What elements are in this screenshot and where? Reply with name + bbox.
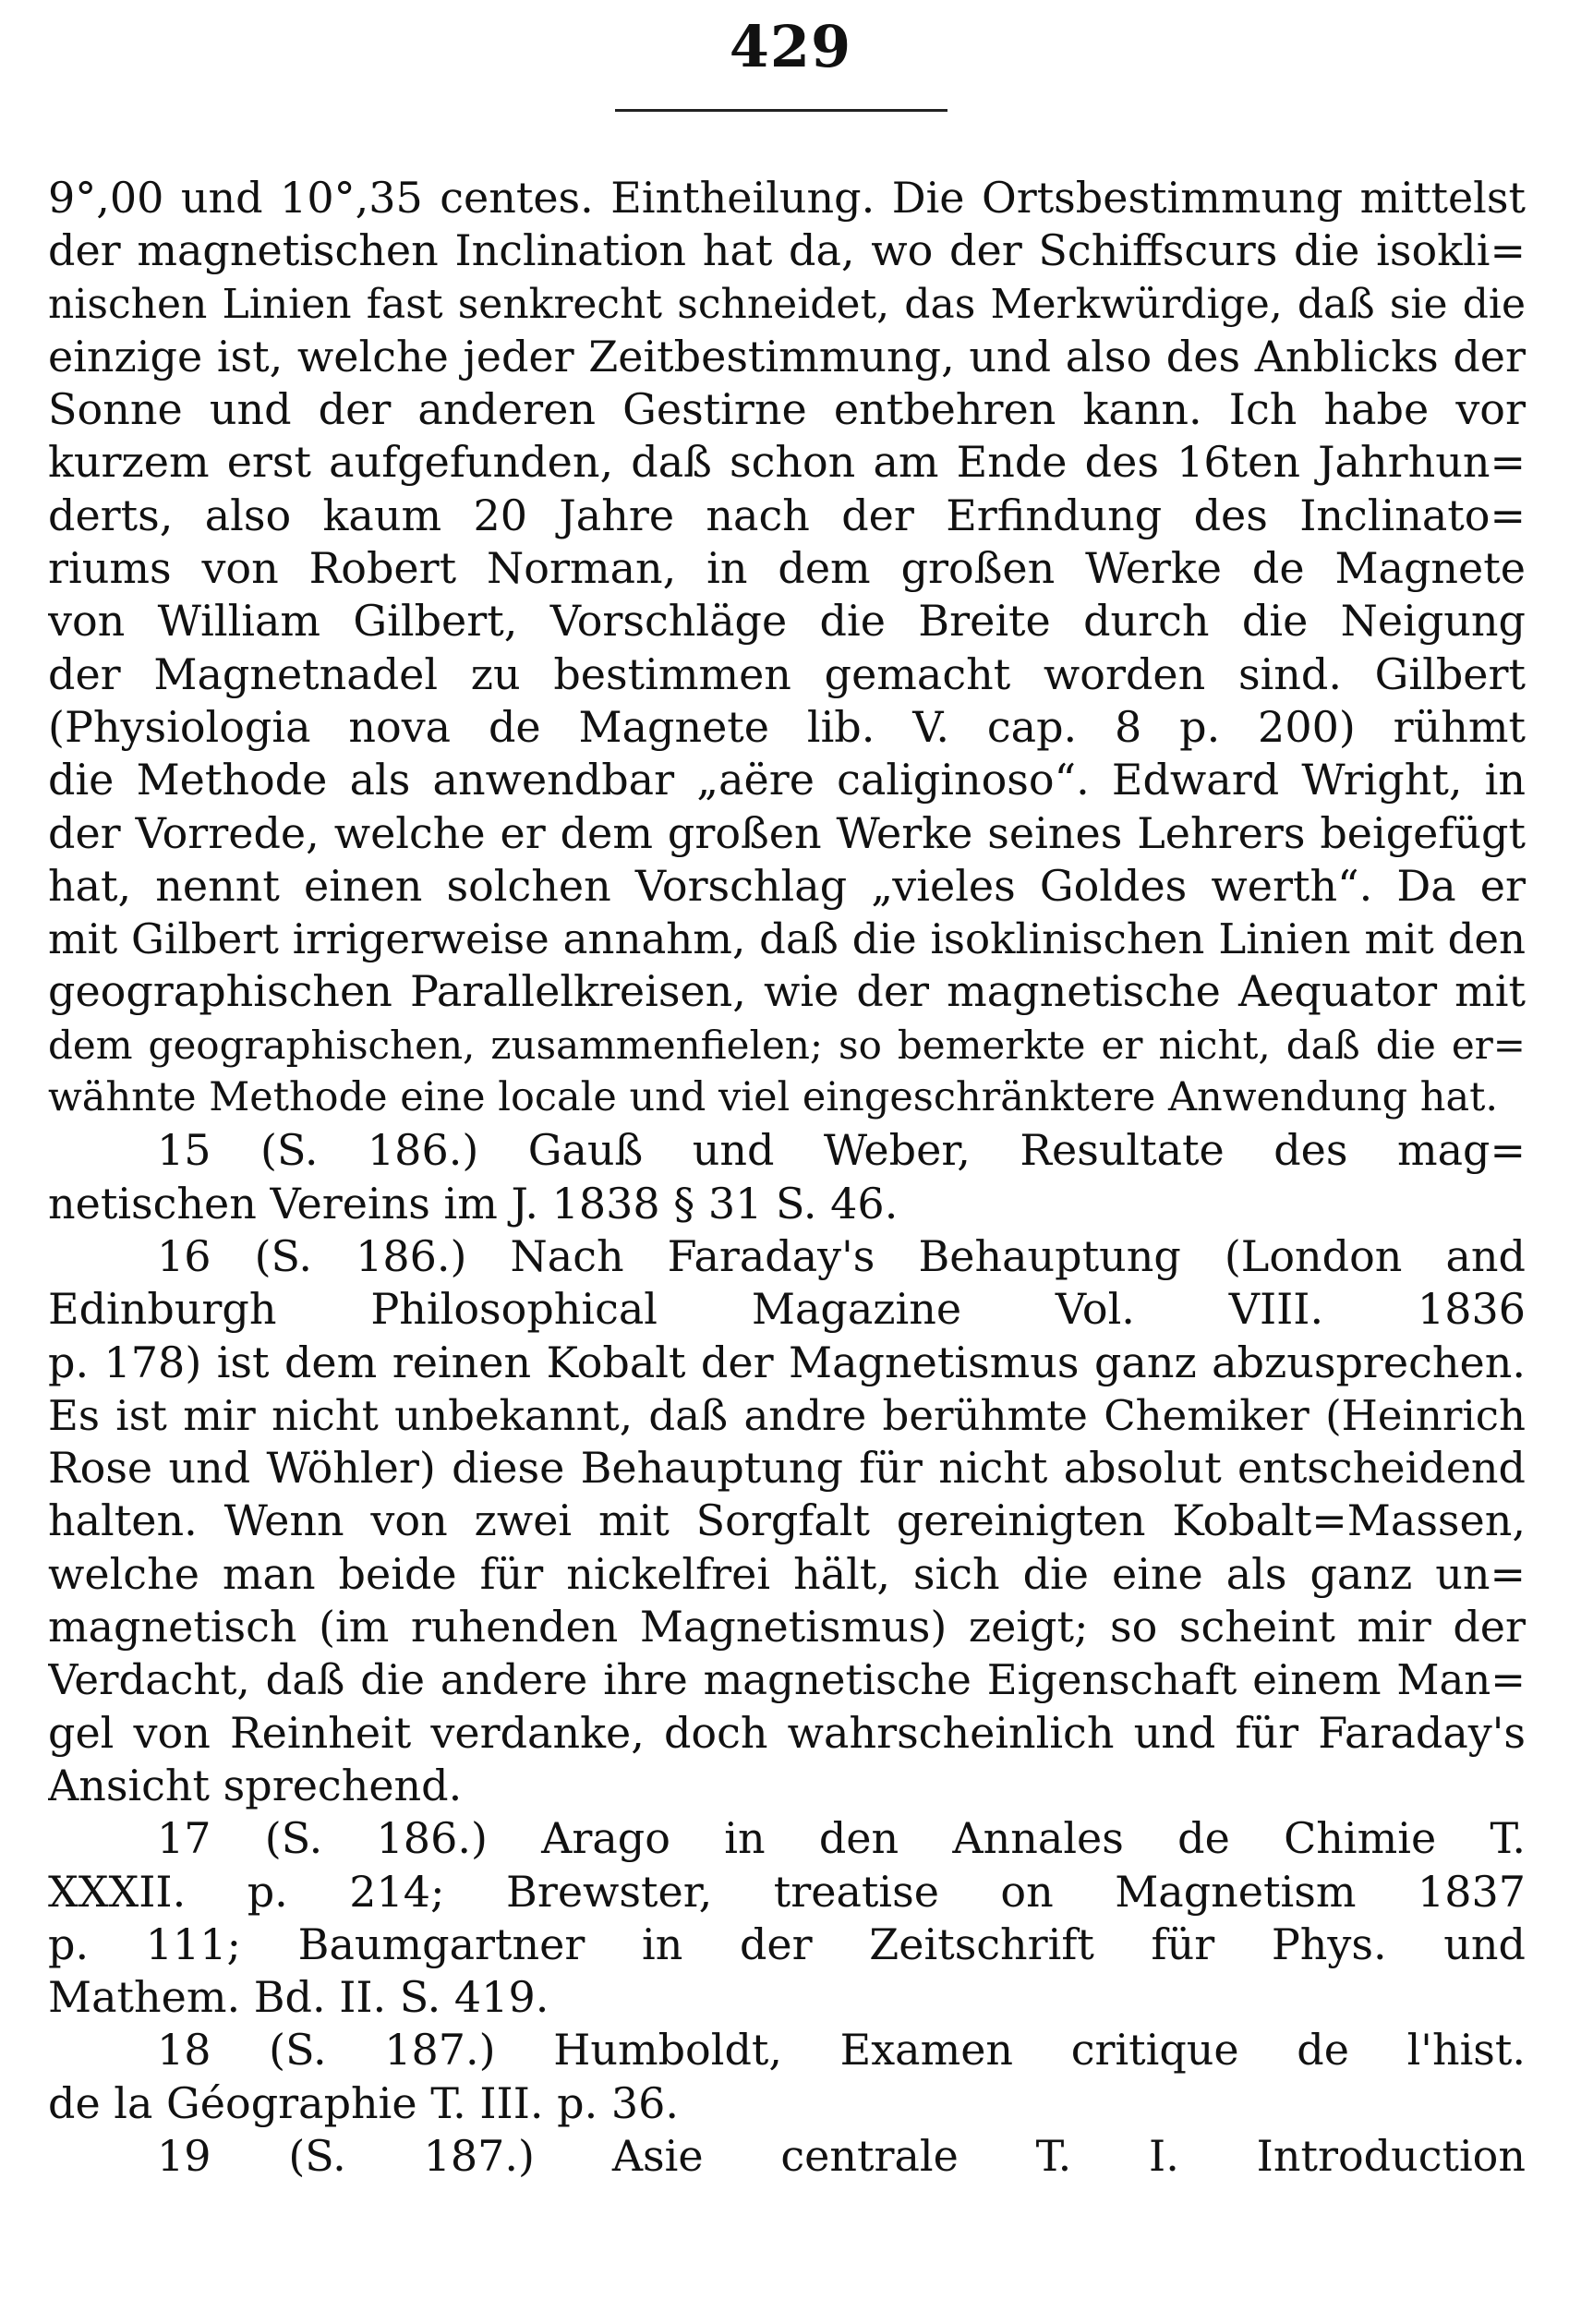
footnote-16-line: welche man beide für nickelfrei hält, sich die eine als ganz un= (48, 1548, 1526, 1599)
text-line: derts, also kaum 20 Jahre nach der Erfindung des Inclinato= (48, 490, 1526, 540)
text-line: dem geographischen, zusammenfielen; so bemerkte er nicht, daß die er= (48, 1022, 1526, 1068)
footnote-15-line: netischen Vereins im J. 1838 § 31 S. 46. (48, 1178, 899, 1229)
footnote-16-line: gel von Reinheit verdanke, doch wahrscheinlich und für Faraday's (48, 1707, 1526, 1758)
footnote-16-line: p. 178) ist dem reinen Kobalt der Magnetismus ganz abzusprechen. (48, 1337, 1526, 1387)
text-line: (Physiologia nova de Magnete lib. V. cap. 8 p. 200) rühmt (48, 701, 1526, 752)
footnote-16-line: 16 (S. 186.) Nach Faraday's Behauptung (London and (157, 1230, 1526, 1281)
text-line: der magnetischen Inclination hat da, wo der Schiffscurs die isokli= (48, 225, 1526, 276)
footnote-18-line: de la Géographie T. III. p. 36. (48, 2077, 679, 2128)
footnote-17-line: p. 111; Baumgartner in der Zeitschrift für Phys. und (48, 1919, 1526, 1969)
footnote-15-line: 15 (S. 186.) Gauß und Weber, Resultate des mag= (157, 1125, 1526, 1176)
text-line: kurzem erst aufgefunden, daß schon am Ende des 16ten Jahrhun= (48, 437, 1526, 488)
footnote-18-line: 18 (S. 187.) Humboldt, Examen critique de l'hist. (157, 2025, 1526, 2076)
footnote-16-line: Ansicht sprechend. (48, 1760, 463, 1810)
footnote-16-line: Rose und Wöhler) diese Behauptung für nicht absolut entscheidend (48, 1443, 1526, 1494)
footnote-16-line: Edinburgh Philosophical Magazine Vol. VIII. 1836 (48, 1284, 1526, 1335)
text-line: wähnte Methode eine locale und viel eingeschränktere Anwendung hat. (48, 1074, 1499, 1121)
text-line: der Vorrede, welche er dem großen Werke seines Lehrers beigefügt (48, 807, 1526, 858)
footnote-19-line: 19 (S. 187.) Asie centrale T. I. Introduction (157, 2130, 1526, 2181)
text-line: hat, nennt einen solchen Vorschlag „vieles Goldes werth“. Da er (48, 860, 1526, 911)
text-line: mit Gilbert irrigerweise annahm, daß die isoklinischen Linien mit den (48, 914, 1526, 964)
footnote-17-line: Mathem. Bd. II. S. 419. (48, 1972, 549, 2023)
text-line: einzige ist, welche jeder Zeitbestimmung, und also des Anblicks der (48, 331, 1526, 381)
text-line: geographischen Parallelkreisen, wie der magnetische Aequator mit (48, 966, 1526, 1017)
text-line: der Magnetnadel zu bestimmen gemacht worden sind. Gilbert (48, 648, 1526, 699)
text-line: Sonne und der anderen Gestirne entbehren kann. Ich habe vor (48, 384, 1526, 435)
text-line: die Methode als anwendbar „aëre caliginoso“. Edward Wright, in (48, 755, 1526, 805)
footnote-16-line: magnetisch (im ruhenden Magnetismus) zeigt; so scheint mir der (48, 1602, 1526, 1652)
footnote-16-line: Verdacht, daß die andere ihre magnetische Eigenschaft einem Man= (48, 1655, 1526, 1705)
footnote-16-line: Es ist mir nicht unbekannt, daß andre berühmte Chemiker (Heinrich (48, 1390, 1526, 1440)
footnote-16-line: halten. Wenn von zwei mit Sorgfalt gereinigten Kobalt=Massen, (48, 1495, 1526, 1546)
header-rule (615, 109, 947, 112)
text-line: nischen Linien fast senkrecht schneidet, das Merkwürdige, daß sie die (48, 280, 1526, 328)
text-line: 9°,00 und 10°,35 centes. Eintheilung. Die Ortsbestimmung mittelst (48, 173, 1526, 223)
footnote-17-line: 17 (S. 186.) Arago in den Annales de Chimie T. (157, 1813, 1526, 1864)
footnote-17-line: XXXII. p. 214; Brewster, treatise on Magnetism 1837 (48, 1866, 1526, 1917)
body-text (48, 172, 1526, 2183)
page-number: 429 (729, 13, 852, 80)
text-line: von William Gilbert, Vorschläge die Breite durch die Neigung (48, 596, 1526, 647)
text-line: riums von Robert Norman, in dem großen Werke de Magnete (48, 543, 1526, 594)
